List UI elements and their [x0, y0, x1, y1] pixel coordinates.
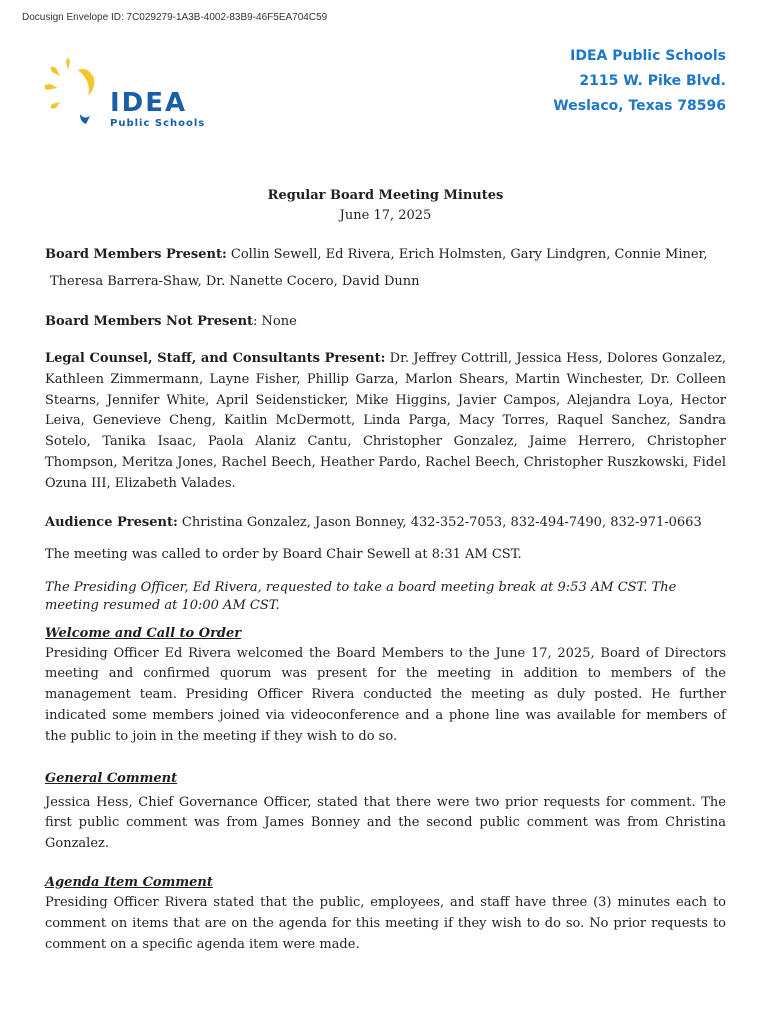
legal-label: Legal Counsel, Staff, and Consultants Present: — [45, 351, 386, 366]
address-street: 2115 W. Pike Blvd. — [579, 73, 726, 89]
document-date: June 17, 2025 — [339, 208, 432, 223]
call-to-order-text: The meeting was called to order by Board Chair Sewell at 8:31 AM CST. — [45, 546, 522, 562]
break-note: The Presiding Officer, Ed Rivera, requested to take a board meeting break at 9:53 AM CST. The meeting resumed at 10:00 AM CST. — [45, 579, 677, 614]
members-present-label: Board Members Present: — [45, 247, 227, 262]
members-present-names-1: Collin Sewell, Ed Rivera, Erich Holmsten, Gary Lindgren, Connie Miner, — [226, 247, 708, 262]
sun-icon — [44, 52, 104, 132]
audience-names: Christina Gonzalez, Jason Bonney, 432-352-7053, 832-494-7490, 832-971-0663 — [177, 514, 702, 530]
welcome-text: Presiding Officer Ed Rivera welcomed the Board Members to the June 17, 2025, Board of Directors meeting and confirmed quorum was present for the meeting in addition to members of the management team. Presiding Officer Rivera conducted the meeting as duly posted. He further indicated some members joined via videoconference and a phone line was available for members of the public to join in the meeting if they wish to do so. — [45, 645, 726, 744]
members-present-names-2: Theresa Barrera-Shaw, Dr. Nanette Cocero, David Dunn — [50, 274, 420, 289]
board-members-not-present — [45, 312, 726, 332]
general-comment-heading: General Comment — [45, 770, 178, 786]
logo-subtitle: Public Schools — [110, 118, 206, 129]
not-present-label: Board Members Not Present — [45, 314, 254, 329]
agenda-item-comment-text: Presiding Officer Rivera stated that the public, employees, and staff have three (3) minutes each to comment on items that are on the agenda for this meeting if they wish to do so. No prior requests to comment on a specific agenda item were made. — [45, 894, 726, 952]
logo-word: IDEA — [110, 88, 188, 118]
document-title: Regular Board Meeting Minutes — [267, 188, 504, 203]
idea-logo — [44, 52, 214, 132]
welcome-heading: Welcome and Call to Order — [45, 625, 242, 641]
audience-present — [45, 513, 726, 533]
general-comment-text: Jessica Hess, Chief Governance Officer, stated that there were two prior requests for comment. The first public comment was from James Bonney and the second public comment was from Christina Gonzalez. — [45, 794, 726, 852]
not-present-value: : None — [253, 314, 297, 329]
audience-label: Audience Present: — [45, 514, 178, 530]
address-org: IDEA Public Schools — [570, 48, 726, 64]
envelope-id: Docusign Envelope ID: 7C029279-1A3B-4002-83B9-46F5EA704C59 — [22, 12, 328, 23]
legal-names: Dr. Jeffrey Cottrill, Jessica Hess, Dolores Gonzalez, Kathleen Zimmermann, Layne Fisher, Phillip Garza, Marlon Shears, Martin Winchester, Dr. Colleen Stearns, Jennifer White, April Seidensticker, Mike Higgins, Javier Campos, Alejandra Loya, Hector Leiva, Genevieve Cheng, Kaitlin McDermott, Linda Parga, Macy Torres, Raquel Sanchez, Sandra Sotelo, Tanika Isaac, Paola Alaniz Cantu, Christopher Gonzalez, Jaime Herrero, Christopher Thompson, Meritza Jones, Rachel Beech, Heather Pardo, Rachel Beech, Christopher Ruszkowski, Fidel Ozuna III, Elizabeth Valades. — [45, 351, 726, 491]
document-body — [45, 186, 726, 955]
members-line-1 — [45, 241, 726, 268]
address-city: Weslaco, Texas 78596 — [553, 98, 726, 114]
agenda-item-comment-heading: Agenda Item Comment — [45, 874, 213, 890]
board-members-present — [45, 241, 726, 295]
legal-counsel-staff — [45, 349, 726, 495]
address-block — [553, 44, 726, 119]
